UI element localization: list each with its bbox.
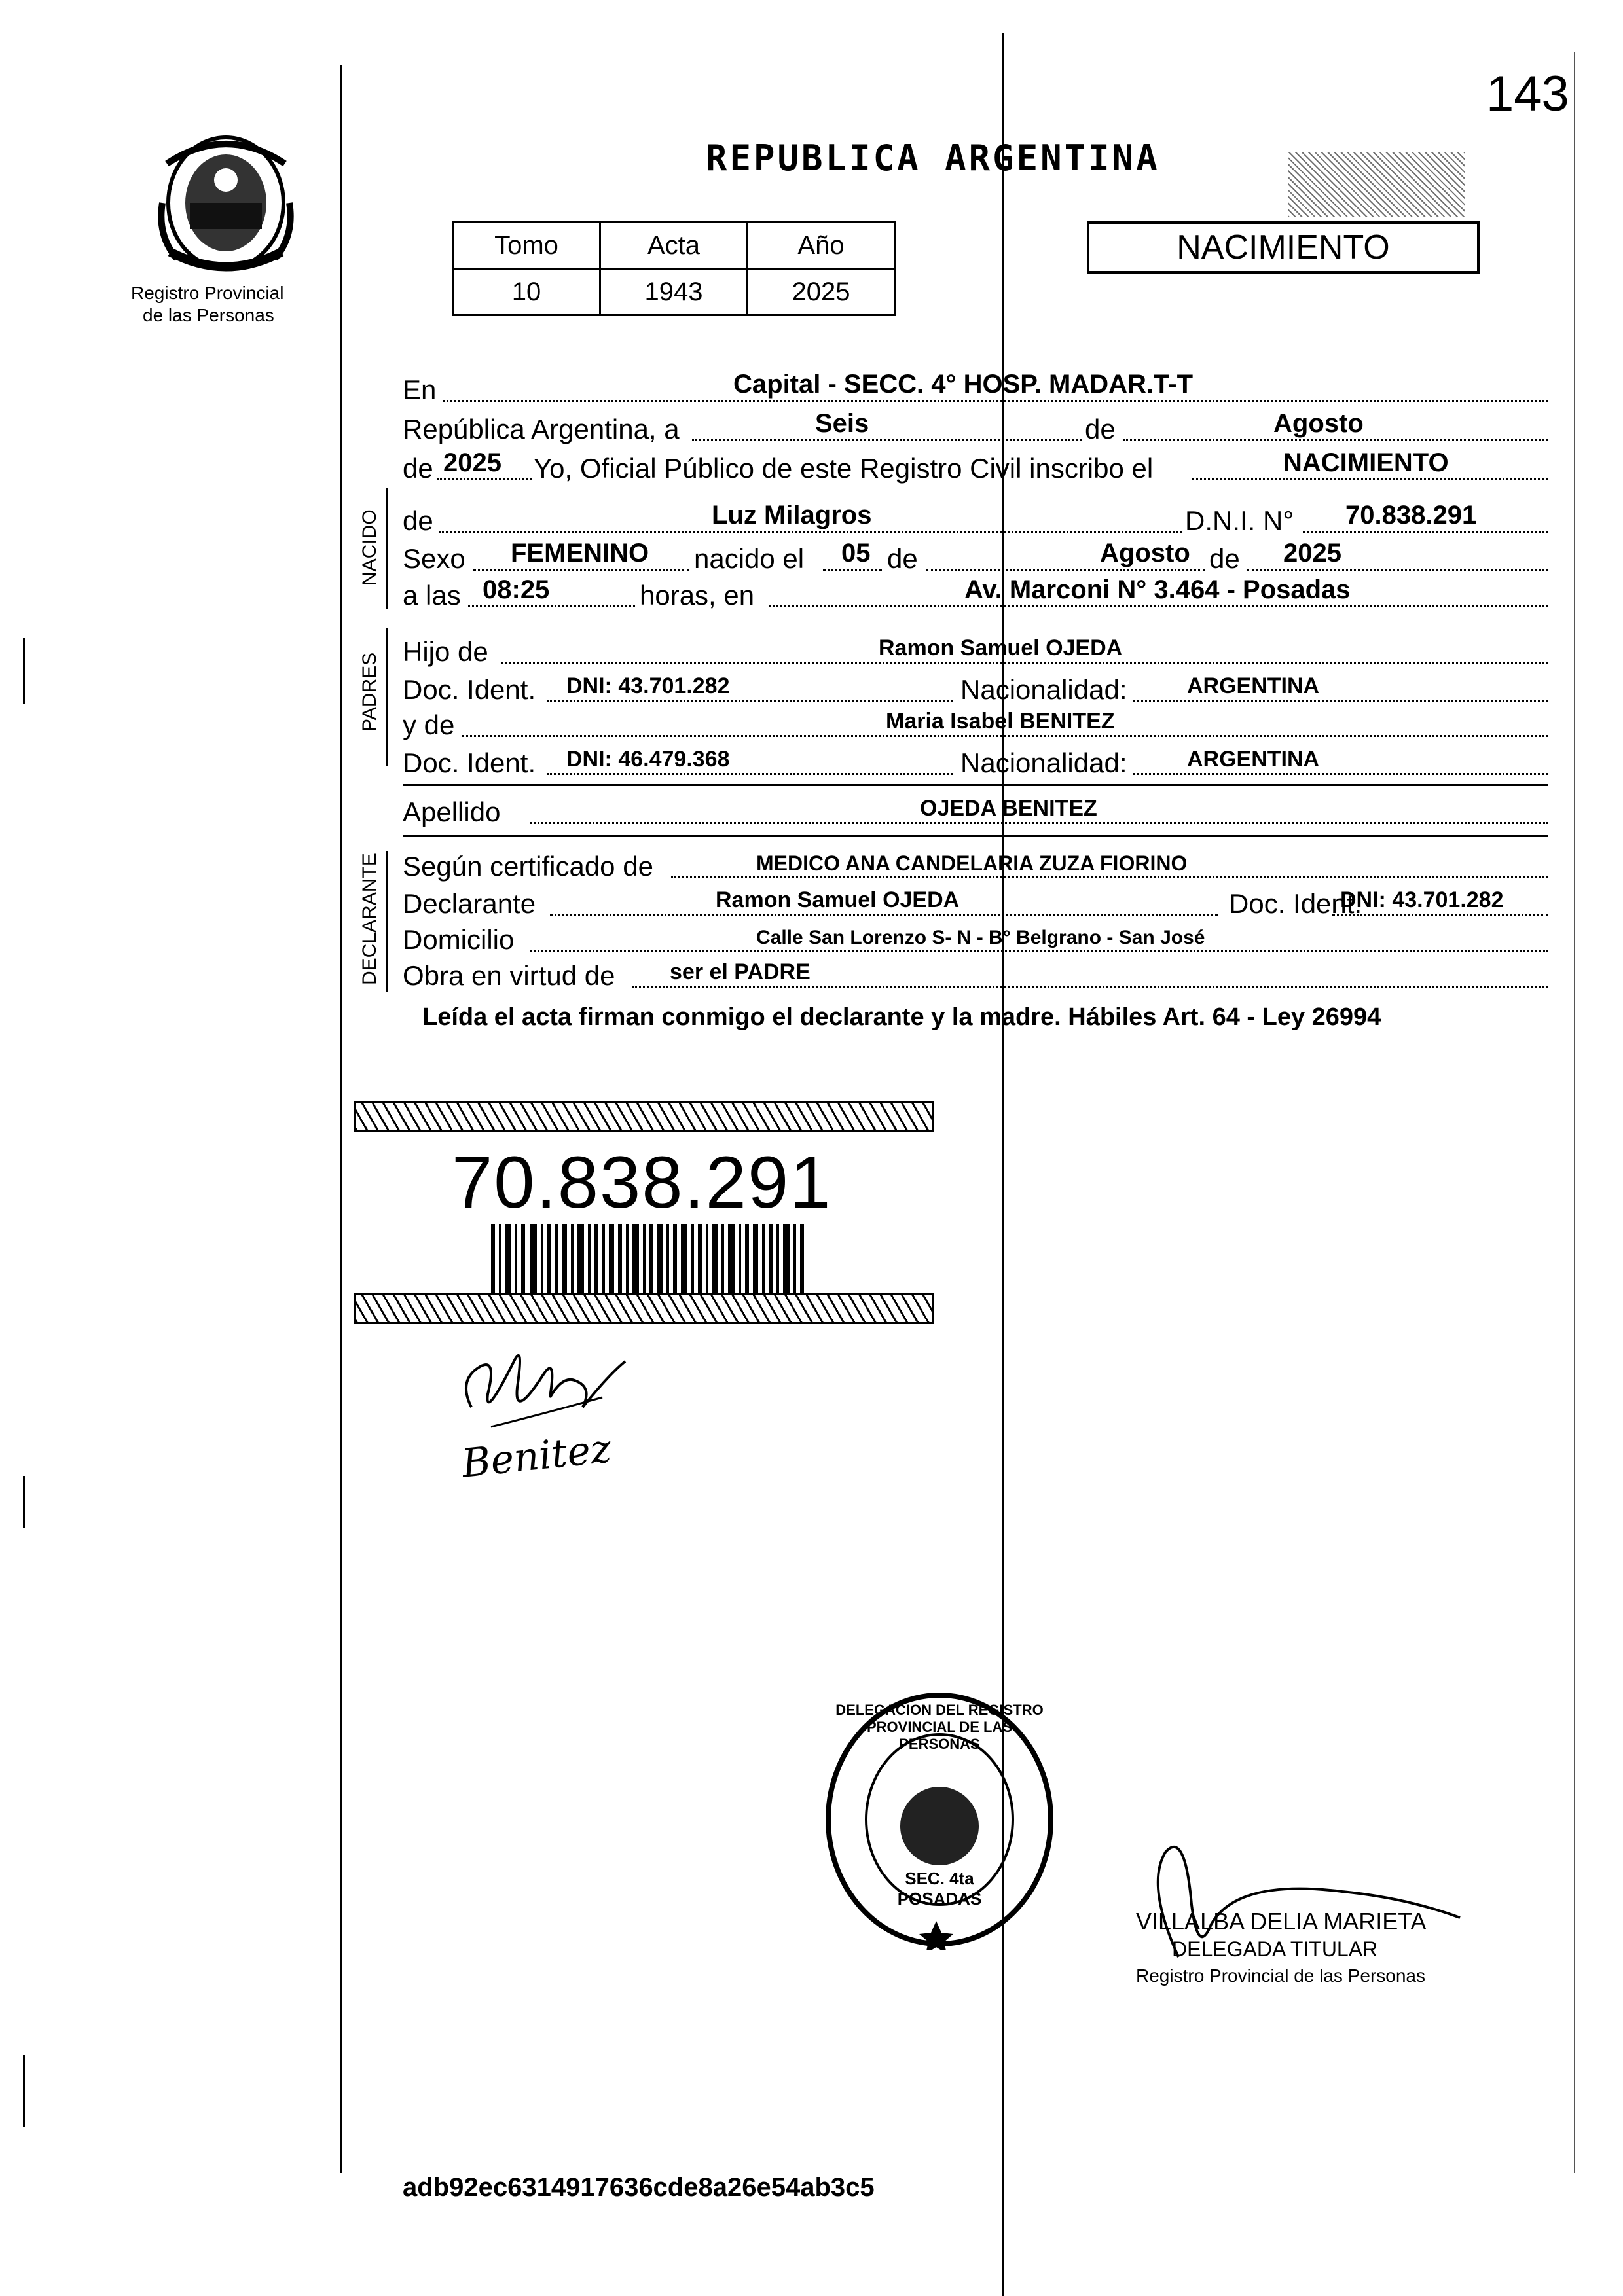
right-margin-line <box>1574 52 1575 2173</box>
padres-section-label: PADRES <box>359 652 380 732</box>
registration-month: Agosto <box>1273 409 1364 438</box>
nacido-el-label: nacido el <box>694 543 805 574</box>
mother-row <box>403 702 1548 741</box>
mother-doc: DNI: 46.479.368 <box>566 747 730 772</box>
father-doc: DNI: 43.701.282 <box>566 673 730 698</box>
seal-ring-text: DELEGACION DEL REGISTRO PROVINCIAL DE LAS PERSONAS <box>835 1702 1044 1752</box>
oficial-text: Yo, Oficial Público de este Registro Civil inscribo el <box>534 453 1154 484</box>
en-row <box>403 367 1548 406</box>
horas-en-label: horas, en <box>640 580 755 611</box>
closing-text: Leída el acta firman conmigo el declarante y la madre. Hábiles Art. 64 - Ley 26994 <box>422 1003 1381 1031</box>
birth-day: 05 <box>841 539 871 567</box>
tomo-header: Tomo <box>453 223 600 269</box>
oficial-row <box>403 445 1548 484</box>
page-number: 143 <box>1486 66 1569 122</box>
date-row <box>403 406 1548 445</box>
crest-caption-1: Registro Provincial <box>131 283 284 303</box>
section-divider <box>403 835 1548 837</box>
mother-signature-text: Benitez <box>459 1426 613 1487</box>
mother-nationality: ARGENTINA <box>1187 747 1320 772</box>
anio-header: Año <box>748 223 895 269</box>
inscription-type: NACIMIENTO <box>1283 448 1449 477</box>
mother-name: Maria Isabel BENITEZ <box>886 709 1115 734</box>
day-word: Seis <box>815 409 869 438</box>
sexo-label: Sexo <box>403 543 465 574</box>
hora-row <box>403 572 1548 611</box>
father-doc-label: Doc. Ident. <box>403 674 536 705</box>
record-type-box <box>1087 221 1480 274</box>
declarante-row <box>403 880 1548 920</box>
apellido-label: Apellido <box>403 797 501 827</box>
republica-label: República Argentina, a <box>403 414 680 444</box>
father-row <box>403 628 1548 668</box>
dni-label: D.N.I. N° <box>1185 505 1294 536</box>
declarante-doc: DNI: 43.701.282 <box>1340 888 1504 912</box>
mother-doc-row <box>403 740 1548 779</box>
official-seal <box>822 1689 1057 1950</box>
apellido-row <box>403 789 1548 828</box>
birth-de-label: de <box>887 543 918 574</box>
document-hash: adb92ec6314917636cde8a26e54ab3c5 <box>403 2173 875 2202</box>
child-name: Luz Milagros <box>712 501 872 529</box>
certificado-row <box>403 843 1548 882</box>
punch-mark <box>23 2055 25 2127</box>
domicilio-label: Domicilio <box>403 924 515 955</box>
child-sex: FEMENINO <box>511 539 649 567</box>
obra-value: ser el PADRE <box>670 960 811 984</box>
left-margin-line <box>340 65 342 2173</box>
hijo-de-label: Hijo de <box>403 636 488 667</box>
barcode <box>491 1224 805 1296</box>
nacido-section-label: NACIDO <box>359 509 380 586</box>
declarante-label: Declarante <box>403 888 536 919</box>
birth-time: 08:25 <box>483 575 550 604</box>
domicilio-row <box>403 916 1548 956</box>
section-divider <box>403 784 1548 786</box>
sexo-row <box>403 535 1548 575</box>
certificado-label: Según certificado de <box>403 851 653 882</box>
anio-value: 2025 <box>748 269 895 315</box>
birth-year: 2025 <box>1283 539 1341 567</box>
seal-center-text: SEC. 4ta POSADAS <box>897 1869 982 1909</box>
punch-mark <box>23 1476 25 1528</box>
mother-doc-label: Doc. Ident. <box>403 747 536 778</box>
declarante-section-label: DECLARANTE <box>359 853 380 985</box>
crest-caption-2: de las Personas <box>143 305 274 325</box>
tomo-value: 10 <box>453 269 600 315</box>
name-row <box>403 497 1548 537</box>
punch-mark <box>23 638 25 704</box>
acta-header: Acta <box>600 223 748 269</box>
province-crest <box>151 124 301 281</box>
country-title: REPUBLICA ARGENTINA <box>706 137 1160 179</box>
birth-de-year-label: de <box>1209 543 1240 574</box>
domicilio-value: Calle San Lorenzo S- N - B° Belgrano - San José <box>756 927 1205 948</box>
de-label: de <box>1085 414 1116 444</box>
mother-nationality-label: Nacionalidad: <box>960 747 1127 778</box>
security-pattern <box>1288 152 1465 217</box>
a-las-label: a las <box>403 580 461 611</box>
registration-place: Capital - SECC. 4° HOSP. MADAR.T-T <box>733 370 1194 399</box>
child-dni: 70.838.291 <box>1345 501 1477 529</box>
officer-title: DELEGADA TITULAR <box>1172 1937 1378 1961</box>
obra-row <box>403 952 1548 992</box>
declarante-doc-label: Doc. Ident. <box>1229 888 1362 919</box>
register-table <box>452 221 896 316</box>
record-type: NACIMIENTO <box>1176 228 1390 266</box>
father-signature <box>452 1335 635 1440</box>
de-year-label: de <box>403 453 433 484</box>
certificado-value: MEDICO ANA CANDELARIA ZUZA FIORINO <box>756 852 1188 875</box>
de-name-label: de <box>403 505 433 536</box>
declarante-name: Ramon Samuel OJEDA <box>716 888 960 912</box>
security-band-bottom <box>354 1293 934 1324</box>
security-band-top <box>354 1101 934 1132</box>
signature-scribble-icon <box>452 1335 635 1440</box>
father-doc-row <box>403 666 1548 706</box>
father-nationality: ARGENTINA <box>1187 673 1320 698</box>
misiones-crest-icon <box>151 124 301 281</box>
apellido-value: OJEDA BENITEZ <box>920 796 1097 821</box>
obra-label: Obra en virtud de <box>403 960 615 991</box>
officer-registry: Registro Provincial de las Personas <box>1136 1965 1425 1986</box>
officer-name: VILLALBA DELIA MARIETA <box>1136 1908 1427 1935</box>
registration-year: 2025 <box>443 448 501 477</box>
father-name: Ramon Samuel OJEDA <box>879 636 1123 660</box>
id-number-large: 70.838.291 <box>452 1141 832 1223</box>
en-label: En <box>403 374 437 405</box>
birth-place: Av. Marconi N° 3.464 - Posadas <box>964 575 1351 604</box>
y-de-label: y de <box>403 709 455 740</box>
acta-value: 1943 <box>600 269 748 315</box>
father-nationality-label: Nacionalidad: <box>960 674 1127 705</box>
birth-month: Agosto <box>1100 539 1190 567</box>
